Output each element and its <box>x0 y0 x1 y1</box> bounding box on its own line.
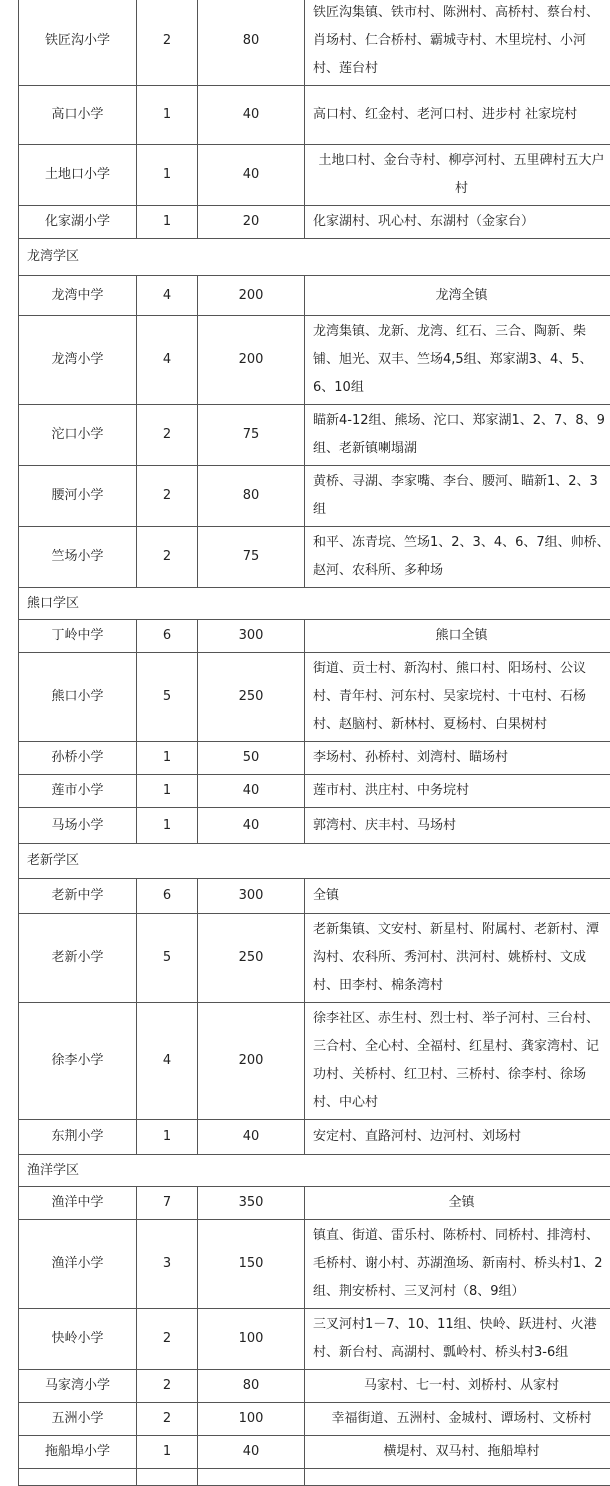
school-name: 拖船埠小学 <box>19 1436 137 1469</box>
student-count: 80 <box>198 1370 305 1403</box>
table-row <box>19 316 610 405</box>
class-count: 3 <box>137 1220 198 1309</box>
service-area: 全镇 <box>305 879 610 914</box>
table-row-partial <box>19 1469 610 1486</box>
school-name: 徐李小学 <box>19 1003 137 1120</box>
class-count: 4 <box>137 1003 198 1120</box>
service-area: 徐李社区、赤生村、烈士村、举子河村、三台村、三合村、全心村、全福村、红星村、龚家湾村、记功村、关桥村、红卫村、三桥村、徐李村、徐场村、中心村 <box>305 1003 610 1120</box>
school-name: 孙桥小学 <box>19 742 137 775</box>
student-count: 50 <box>198 742 305 775</box>
student-count: 40 <box>198 1436 305 1469</box>
school-name: 丁岭中学 <box>19 620 137 653</box>
table-row <box>19 86 610 145</box>
service-area: 熊口全镇 <box>305 620 610 653</box>
table-row <box>19 1370 610 1403</box>
class-count: 1 <box>137 145 198 206</box>
student-count: 40 <box>198 1120 305 1155</box>
school-name: 五洲小学 <box>19 1403 137 1436</box>
service-area: 李场村、孙桥村、刘湾村、瞄场村 <box>305 742 610 775</box>
empty-cell <box>19 1469 137 1486</box>
student-count: 100 <box>198 1309 305 1370</box>
table-row <box>19 1187 610 1220</box>
student-count: 40 <box>198 775 305 808</box>
service-area: 镇直、街道、雷乐村、陈桥村、同桥村、排湾村、毛桥村、谢小村、苏湖渔场、新南村、桥头村1、2组、荆安桥村、三叉河村（8、9组） <box>305 1220 610 1309</box>
district-header-row <box>19 844 610 879</box>
student-count: 350 <box>198 1187 305 1220</box>
table-row <box>19 742 610 775</box>
class-count: 2 <box>137 466 198 527</box>
table-row <box>19 0 610 86</box>
class-count: 2 <box>137 527 198 588</box>
table-row <box>19 775 610 808</box>
school-name: 高口小学 <box>19 86 137 145</box>
table-row <box>19 808 610 844</box>
school-name: 莲市小学 <box>19 775 137 808</box>
student-count: 75 <box>198 405 305 466</box>
service-area: 马家村、七一村、刘桥村、从家村 <box>305 1370 610 1403</box>
district-header-row <box>19 239 610 276</box>
class-count: 2 <box>137 1370 198 1403</box>
table-row <box>19 276 610 316</box>
service-area: 瞄新4-12组、熊场、沱口、郑家湖1、2、7、8、9组、老新镇喇塌湖 <box>305 405 610 466</box>
table-row <box>19 1220 610 1309</box>
school-name: 土地口小学 <box>19 145 137 206</box>
table-row <box>19 620 610 653</box>
school-name: 龙湾小学 <box>19 316 137 405</box>
class-count: 5 <box>137 653 198 742</box>
student-count: 250 <box>198 914 305 1003</box>
service-area: 土地口村、金台寺村、柳亭河村、五里碑村五大户村 <box>305 145 610 206</box>
service-area: 横堤村、双马村、拖船埠村 <box>305 1436 610 1469</box>
school-name: 竺场小学 <box>19 527 137 588</box>
student-count: 40 <box>198 808 305 844</box>
district-header-row <box>19 1155 610 1187</box>
table-row <box>19 1436 610 1469</box>
class-count: 6 <box>137 620 198 653</box>
school-name: 马场小学 <box>19 808 137 844</box>
service-area: 老新集镇、文安村、新星村、附属村、老新村、潭沟村、农科所、秀河村、洪河村、姚桥村、文成村、田李村、棉条湾村 <box>305 914 610 1003</box>
class-count: 2 <box>137 0 198 86</box>
table-row <box>19 527 610 588</box>
class-count: 1 <box>137 206 198 239</box>
district-header-row <box>19 588 610 620</box>
service-area: 化家湖村、巩心村、东湖村（金家台） <box>305 206 610 239</box>
table-row <box>19 653 610 742</box>
class-count: 4 <box>137 276 198 316</box>
district-name: 龙湾学区 <box>19 239 610 276</box>
student-count: 200 <box>198 316 305 405</box>
class-count: 1 <box>137 1120 198 1155</box>
school-district-table <box>18 0 610 1486</box>
student-count: 150 <box>198 1220 305 1309</box>
school-name: 东荆小学 <box>19 1120 137 1155</box>
school-name: 马家湾小学 <box>19 1370 137 1403</box>
district-name: 渔洋学区 <box>19 1155 610 1187</box>
table-row <box>19 1003 610 1120</box>
student-count: 40 <box>198 86 305 145</box>
school-name: 渔洋小学 <box>19 1220 137 1309</box>
class-count: 1 <box>137 775 198 808</box>
service-area: 黄桥、寻湖、李家嘴、李台、腰河、瞄新1、2、3组 <box>305 466 610 527</box>
table-body <box>19 0 610 1486</box>
student-count: 40 <box>198 145 305 206</box>
student-count: 80 <box>198 466 305 527</box>
service-area: 三叉河村1－7、10、11组、快岭、跃进村、火港村、新台村、高湖村、瓢岭村、桥头村3-6组 <box>305 1309 610 1370</box>
school-name: 化家湖小学 <box>19 206 137 239</box>
school-name: 腰河小学 <box>19 466 137 527</box>
service-area: 安定村、直路河村、边河村、刘场村 <box>305 1120 610 1155</box>
school-name: 沱口小学 <box>19 405 137 466</box>
school-name: 老新小学 <box>19 914 137 1003</box>
service-area: 铁匠沟集镇、铁市村、陈洲村、高桥村、蔡台村、肖场村、仁合桥村、霸城寺村、木里垸村、小河村、莲台村 <box>305 0 610 86</box>
table-row <box>19 1309 610 1370</box>
table-row <box>19 206 610 239</box>
empty-cell <box>137 1469 198 1486</box>
student-count: 300 <box>198 620 305 653</box>
service-area: 郭湾村、庆丰村、马场村 <box>305 808 610 844</box>
student-count: 100 <box>198 1403 305 1436</box>
student-count: 200 <box>198 276 305 316</box>
service-area: 莲市村、洪庄村、中务垸村 <box>305 775 610 808</box>
student-count: 20 <box>198 206 305 239</box>
school-name: 龙湾中学 <box>19 276 137 316</box>
service-area: 龙湾全镇 <box>305 276 610 316</box>
student-count: 80 <box>198 0 305 86</box>
student-count: 200 <box>198 1003 305 1120</box>
empty-cell <box>198 1469 305 1486</box>
table-row <box>19 914 610 1003</box>
school-name: 铁匠沟小学 <box>19 0 137 86</box>
school-name: 熊口小学 <box>19 653 137 742</box>
service-area: 全镇 <box>305 1187 610 1220</box>
class-count: 2 <box>137 1309 198 1370</box>
student-count: 250 <box>198 653 305 742</box>
school-name: 老新中学 <box>19 879 137 914</box>
student-count: 300 <box>198 879 305 914</box>
service-area: 幸福街道、五洲村、金城村、谭场村、文桥村 <box>305 1403 610 1436</box>
district-name: 熊口学区 <box>19 588 610 620</box>
class-count: 1 <box>137 808 198 844</box>
table-row <box>19 145 610 206</box>
service-area: 龙湾集镇、龙新、龙湾、红石、三合、陶新、柴铺、旭光、双丰、竺场4,5组、郑家湖3、4、5、6、10组 <box>305 316 610 405</box>
table-row <box>19 1120 610 1155</box>
class-count: 5 <box>137 914 198 1003</box>
table-row <box>19 1403 610 1436</box>
class-count: 2 <box>137 405 198 466</box>
district-name: 老新学区 <box>19 844 610 879</box>
student-count: 75 <box>198 527 305 588</box>
school-name: 快岭小学 <box>19 1309 137 1370</box>
service-area: 高口村、红金村、老河口村、进步村 社家垸村 <box>305 86 610 145</box>
class-count: 7 <box>137 1187 198 1220</box>
table-row <box>19 879 610 914</box>
class-count: 6 <box>137 879 198 914</box>
service-area: 和平、冻青垸、竺场1、2、3、4、6、7组、帅桥、赵河、农科所、多种场 <box>305 527 610 588</box>
school-name: 渔洋中学 <box>19 1187 137 1220</box>
class-count: 2 <box>137 1403 198 1436</box>
table-row <box>19 466 610 527</box>
service-area: 街道、贡士村、新沟村、熊口村、阳场村、公议村、青年村、河东村、吴家垸村、十屯村、石杨村、赵脑村、新林村、夏杨村、白果树村 <box>305 653 610 742</box>
class-count: 1 <box>137 742 198 775</box>
class-count: 4 <box>137 316 198 405</box>
table-row <box>19 405 610 466</box>
class-count: 1 <box>137 1436 198 1469</box>
empty-cell <box>305 1469 610 1486</box>
class-count: 1 <box>137 86 198 145</box>
